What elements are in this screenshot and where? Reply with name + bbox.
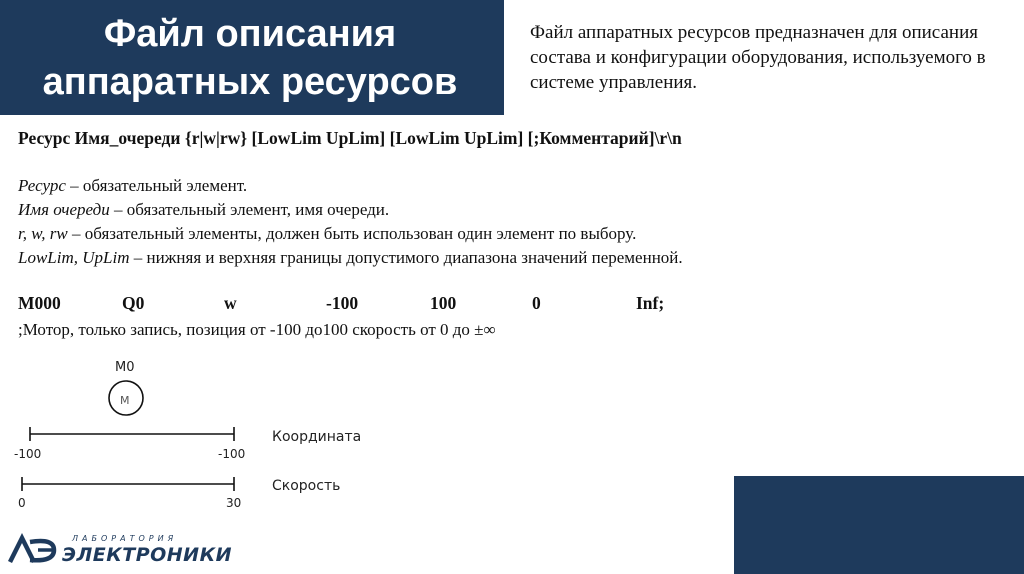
speed-label: Скорость (272, 478, 341, 494)
title-banner-edge (500, 0, 504, 115)
definition-text: – обязательный элемент, имя очереди. (109, 200, 390, 219)
definition-text: – обязательный элементы, должен быть использован один элемент по выбору. (67, 224, 637, 243)
speed-min-label: 0 (18, 496, 26, 510)
logo-text-big: ЭЛЕКТРОНИКИ (62, 544, 233, 566)
definition-term: Ресурс (18, 176, 66, 195)
page-title-line2: аппаратных ресурсов (42, 61, 458, 103)
motor-label: M0 (115, 360, 135, 375)
example-cell-uplim2: Inf; (636, 293, 665, 313)
definition-text: – обязательный элемент. (65, 176, 248, 195)
definition-term: Имя очереди (18, 200, 110, 219)
logo-text-small: ЛАБОРАТОРИЯ (72, 534, 178, 543)
page-title-line1: Файл описания (103, 13, 397, 55)
definition-item (18, 246, 683, 270)
coord-max-label: -100 (218, 447, 246, 461)
lab-logo (8, 532, 62, 571)
example-cell-mode: w (224, 293, 237, 313)
motor-symbol: M (120, 394, 130, 407)
motor-diagram (0, 350, 400, 525)
example-cell-queue: Q0 (122, 293, 145, 313)
corner-decoration (734, 476, 1024, 574)
definitions-list (18, 174, 683, 270)
coord-min-label: -100 (14, 447, 42, 461)
syntax-line: Ресурс Имя_очереди {r|w|rw} [LowLim UpLim] [LowLim UpLim] [;Комментарий]\r\n (18, 128, 682, 148)
intro-paragraph: Файл аппаратных ресурсов предназначен для описания состава и конфигурации оборудования, используемого в системе управления. (530, 22, 986, 93)
definition-item (18, 222, 683, 246)
coord-label: Координата (272, 429, 362, 445)
example-cell-uplim1: 100 (430, 293, 457, 313)
lab-logo-icon (8, 532, 62, 566)
page-title (0, 10, 500, 106)
speed-max-label: 30 (226, 496, 242, 510)
example-cell-lowlim2: 0 (532, 293, 541, 313)
definition-item (18, 198, 683, 222)
definition-term: LowLim, UpLim (18, 248, 130, 267)
definition-text: – нижняя и верхняя границы допустимого диапазона значений переменной. (129, 248, 683, 267)
example-cell-resource: M000 (18, 293, 61, 313)
example-comment: ;Мотор, только запись, позиция от -100 до100 скорость от 0 до ±∞ (18, 320, 496, 339)
definition-term: r, w, rw (18, 224, 68, 243)
example-cell-lowlim1: -100 (326, 293, 359, 313)
title-banner (0, 0, 500, 115)
definition-item (18, 174, 683, 198)
